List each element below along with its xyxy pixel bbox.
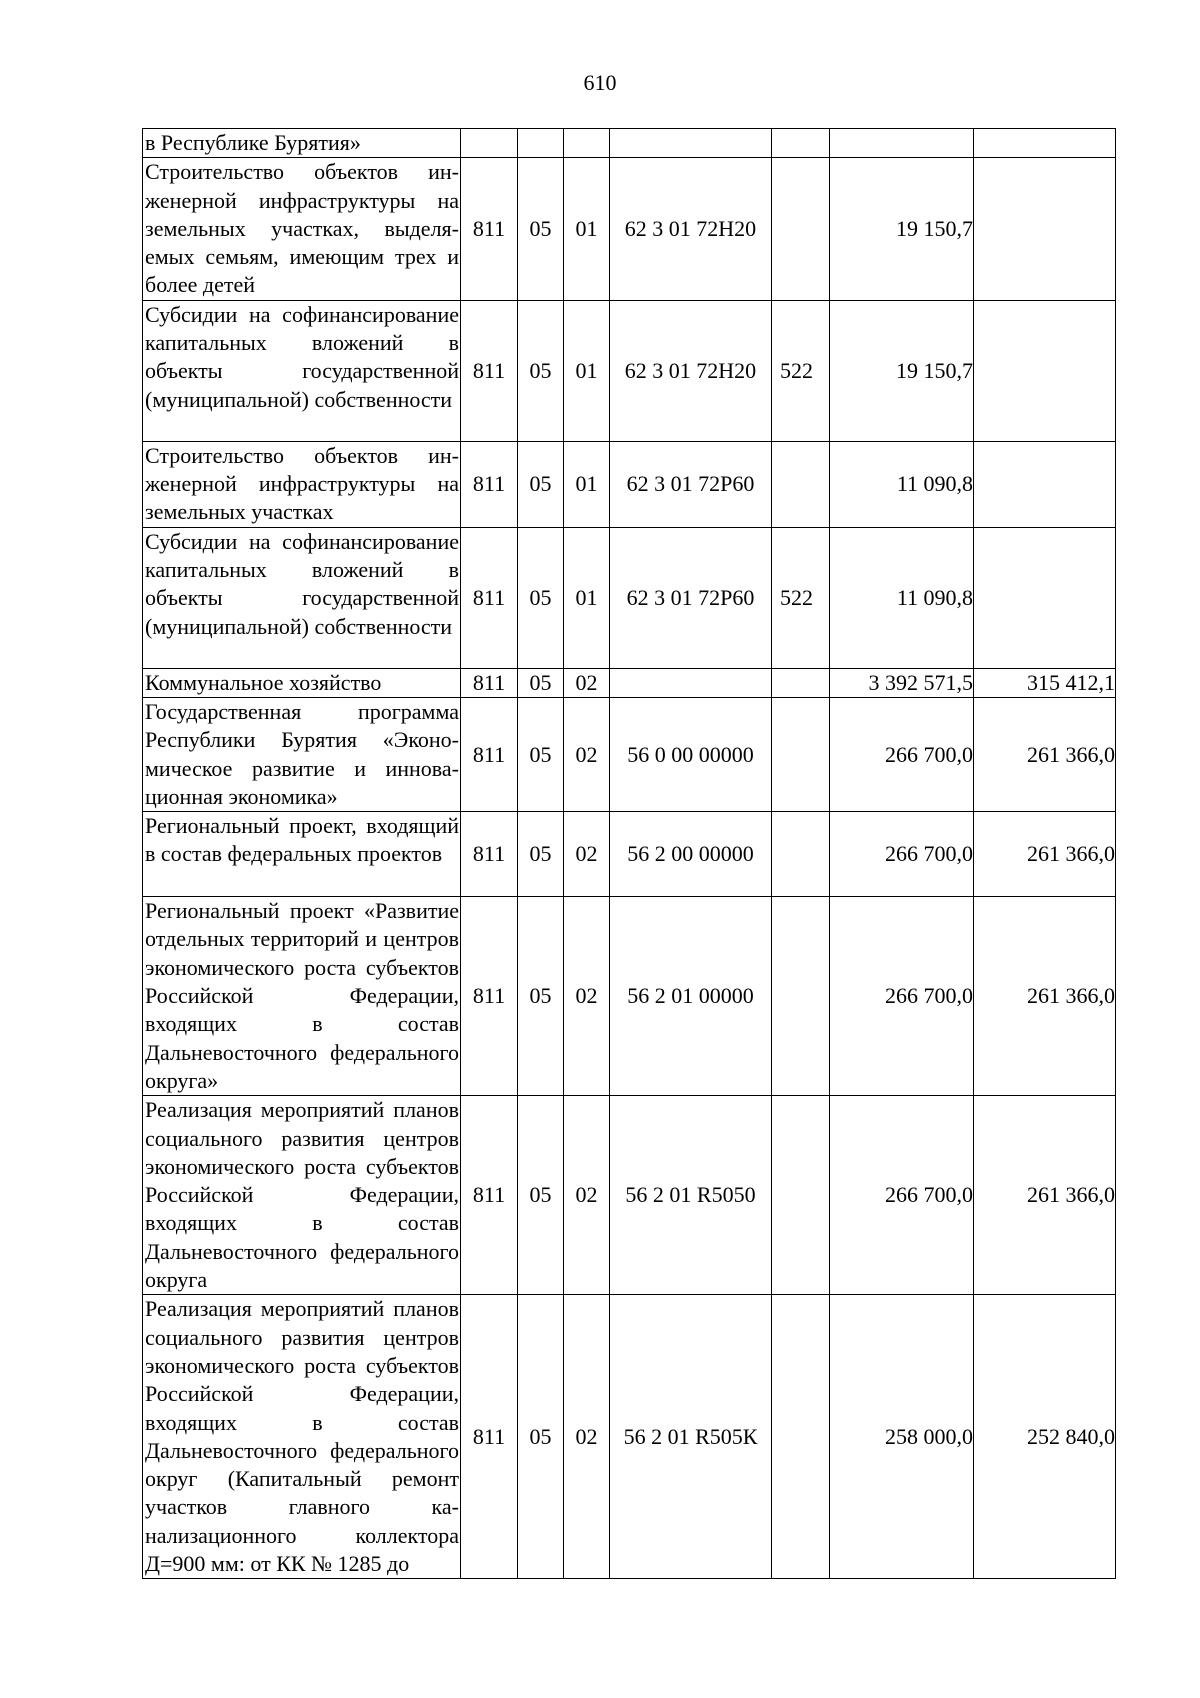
cell-vr bbox=[772, 441, 830, 527]
cell-rz: 05 bbox=[518, 441, 564, 527]
row-name: Субсидии на софинансирование капитальных вложений в объекты государственной (муниципальной) собственности bbox=[143, 527, 461, 668]
cell-pr: 01 bbox=[564, 158, 610, 300]
cell-sum2 bbox=[974, 129, 1116, 158]
table-row bbox=[143, 897, 1116, 1096]
table-row bbox=[143, 300, 1116, 441]
cell-vr bbox=[772, 812, 830, 897]
cell-sum1: 11 090,8 bbox=[830, 527, 974, 668]
row-name: в Республике Бурятия» bbox=[143, 129, 461, 158]
row-name: Реализация мероприятий планов социального развития центров экономического роста субъектов Российской Федерации, входящих в состав Дальневосточного федерального округа bbox=[143, 1096, 461, 1295]
table-row bbox=[143, 668, 1116, 697]
cell-pr: 01 bbox=[564, 300, 610, 441]
cell-vr bbox=[772, 1295, 830, 1579]
cell-gr bbox=[461, 129, 518, 158]
cell-sum1 bbox=[830, 129, 974, 158]
cell-pr bbox=[564, 129, 610, 158]
cell-vr bbox=[772, 158, 830, 300]
table-row bbox=[143, 1096, 1116, 1295]
cell-sum1: 3 392 571,5 bbox=[830, 668, 974, 697]
cell-sum2 bbox=[974, 441, 1116, 527]
cell-sum2: 261 366,0 bbox=[974, 1096, 1116, 1295]
cell-gr: 811 bbox=[461, 697, 518, 811]
cell-vr bbox=[772, 129, 830, 158]
cell-pr: 01 bbox=[564, 441, 610, 527]
cell-gr: 811 bbox=[461, 897, 518, 1096]
cell-sum1: 19 150,7 bbox=[830, 158, 974, 300]
cell-vr: 522 bbox=[772, 527, 830, 668]
cell-pr: 01 bbox=[564, 527, 610, 668]
table-row bbox=[143, 129, 1116, 158]
cell-sum1: 19 150,7 bbox=[830, 300, 974, 441]
cell-sum2: 261 366,0 bbox=[974, 812, 1116, 897]
cell-csr: 56 2 01 R505К bbox=[610, 1295, 772, 1579]
cell-vr bbox=[772, 1096, 830, 1295]
cell-gr: 811 bbox=[461, 158, 518, 300]
cell-pr: 02 bbox=[564, 697, 610, 811]
row-name: Региональный проект «Развитие отдельных территорий и центров экономического роста субъектов Российской Федерации, входящих в состав Дальневосточного федерального округа» bbox=[143, 897, 461, 1096]
cell-gr: 811 bbox=[461, 300, 518, 441]
cell-gr: 811 bbox=[461, 1096, 518, 1295]
cell-sum2 bbox=[974, 300, 1116, 441]
cell-rz: 05 bbox=[518, 668, 564, 697]
cell-vr bbox=[772, 697, 830, 811]
table-row bbox=[143, 441, 1116, 527]
cell-csr: 62 3 01 72Н20 bbox=[610, 300, 772, 441]
cell-gr: 811 bbox=[461, 812, 518, 897]
cell-vr bbox=[772, 897, 830, 1096]
cell-csr: 62 3 01 72Н20 bbox=[610, 158, 772, 300]
cell-rz: 05 bbox=[518, 697, 564, 811]
cell-sum2 bbox=[974, 527, 1116, 668]
cell-sum1: 11 090,8 bbox=[830, 441, 974, 527]
cell-rz: 05 bbox=[518, 527, 564, 668]
row-name: Государственная программа Республики Бурятия «Экономическое развитие и инновационная экономика» bbox=[143, 697, 461, 811]
cell-sum1: 266 700,0 bbox=[830, 1096, 974, 1295]
cell-pr: 02 bbox=[564, 1295, 610, 1579]
cell-sum2 bbox=[974, 158, 1116, 300]
cell-csr: 56 2 01 00000 bbox=[610, 897, 772, 1096]
cell-sum1: 258 000,0 bbox=[830, 1295, 974, 1579]
cell-sum2: 261 366,0 bbox=[974, 897, 1116, 1096]
cell-rz bbox=[518, 129, 564, 158]
cell-rz: 05 bbox=[518, 1295, 564, 1579]
row-name: Реализация мероприятий планов социального развития центров экономического роста субъектов Российской Федерации, входящих в состав Дальневосточного федерального округ (Капитальный ремонт участков главного канализационного коллектора Д=900 мм: от КК № 1285 до bbox=[143, 1295, 461, 1579]
page-number: 610 bbox=[583, 70, 617, 95]
cell-csr: 56 2 00 00000 bbox=[610, 812, 772, 897]
cell-pr: 02 bbox=[564, 812, 610, 897]
cell-pr: 02 bbox=[564, 668, 610, 697]
cell-csr: 56 0 00 00000 bbox=[610, 697, 772, 811]
cell-rz: 05 bbox=[518, 1096, 564, 1295]
cell-rz: 05 bbox=[518, 812, 564, 897]
cell-csr: 62 3 01 72Р60 bbox=[610, 441, 772, 527]
cell-rz: 05 bbox=[518, 158, 564, 300]
cell-sum1: 266 700,0 bbox=[830, 897, 974, 1096]
cell-csr: 62 3 01 72Р60 bbox=[610, 527, 772, 668]
cell-rz: 05 bbox=[518, 300, 564, 441]
cell-vr: 522 bbox=[772, 300, 830, 441]
cell-gr: 811 bbox=[461, 527, 518, 668]
cell-sum2: 261 366,0 bbox=[974, 697, 1116, 811]
cell-sum1: 266 700,0 bbox=[830, 812, 974, 897]
table-row bbox=[143, 158, 1116, 300]
cell-csr: 56 2 01 R5050 bbox=[610, 1096, 772, 1295]
table-row bbox=[143, 812, 1116, 897]
cell-rz: 05 bbox=[518, 897, 564, 1096]
row-name: Субсидии на софинансирование капитальных вложений в объекты государственной (муниципальной) собственности bbox=[143, 300, 461, 441]
table-row bbox=[143, 697, 1116, 811]
cell-sum2: 315 412,1 bbox=[974, 668, 1116, 697]
cell-sum1: 266 700,0 bbox=[830, 697, 974, 811]
cell-gr: 811 bbox=[461, 441, 518, 527]
cell-csr bbox=[610, 129, 772, 158]
cell-gr: 811 bbox=[461, 668, 518, 697]
cell-pr: 02 bbox=[564, 1096, 610, 1295]
cell-csr bbox=[610, 668, 772, 697]
budget-table bbox=[142, 128, 1116, 1579]
table-row bbox=[143, 1295, 1116, 1579]
row-name: Строительство объектов инженерной инфраструктуры на земельных участках bbox=[143, 441, 461, 527]
row-name: Региональный проект, входящий в состав федеральных проектов bbox=[143, 812, 461, 897]
cell-vr bbox=[772, 668, 830, 697]
cell-pr: 02 bbox=[564, 897, 610, 1096]
row-name: Строительство объектов инженерной инфраструктуры на земельных участках, выделяемых семьям, имеющим трех и более детей bbox=[143, 158, 461, 300]
cell-sum2: 252 840,0 bbox=[974, 1295, 1116, 1579]
table-row bbox=[143, 527, 1116, 668]
cell-gr: 811 bbox=[461, 1295, 518, 1579]
row-name: Коммунальное хозяйство bbox=[143, 668, 461, 697]
